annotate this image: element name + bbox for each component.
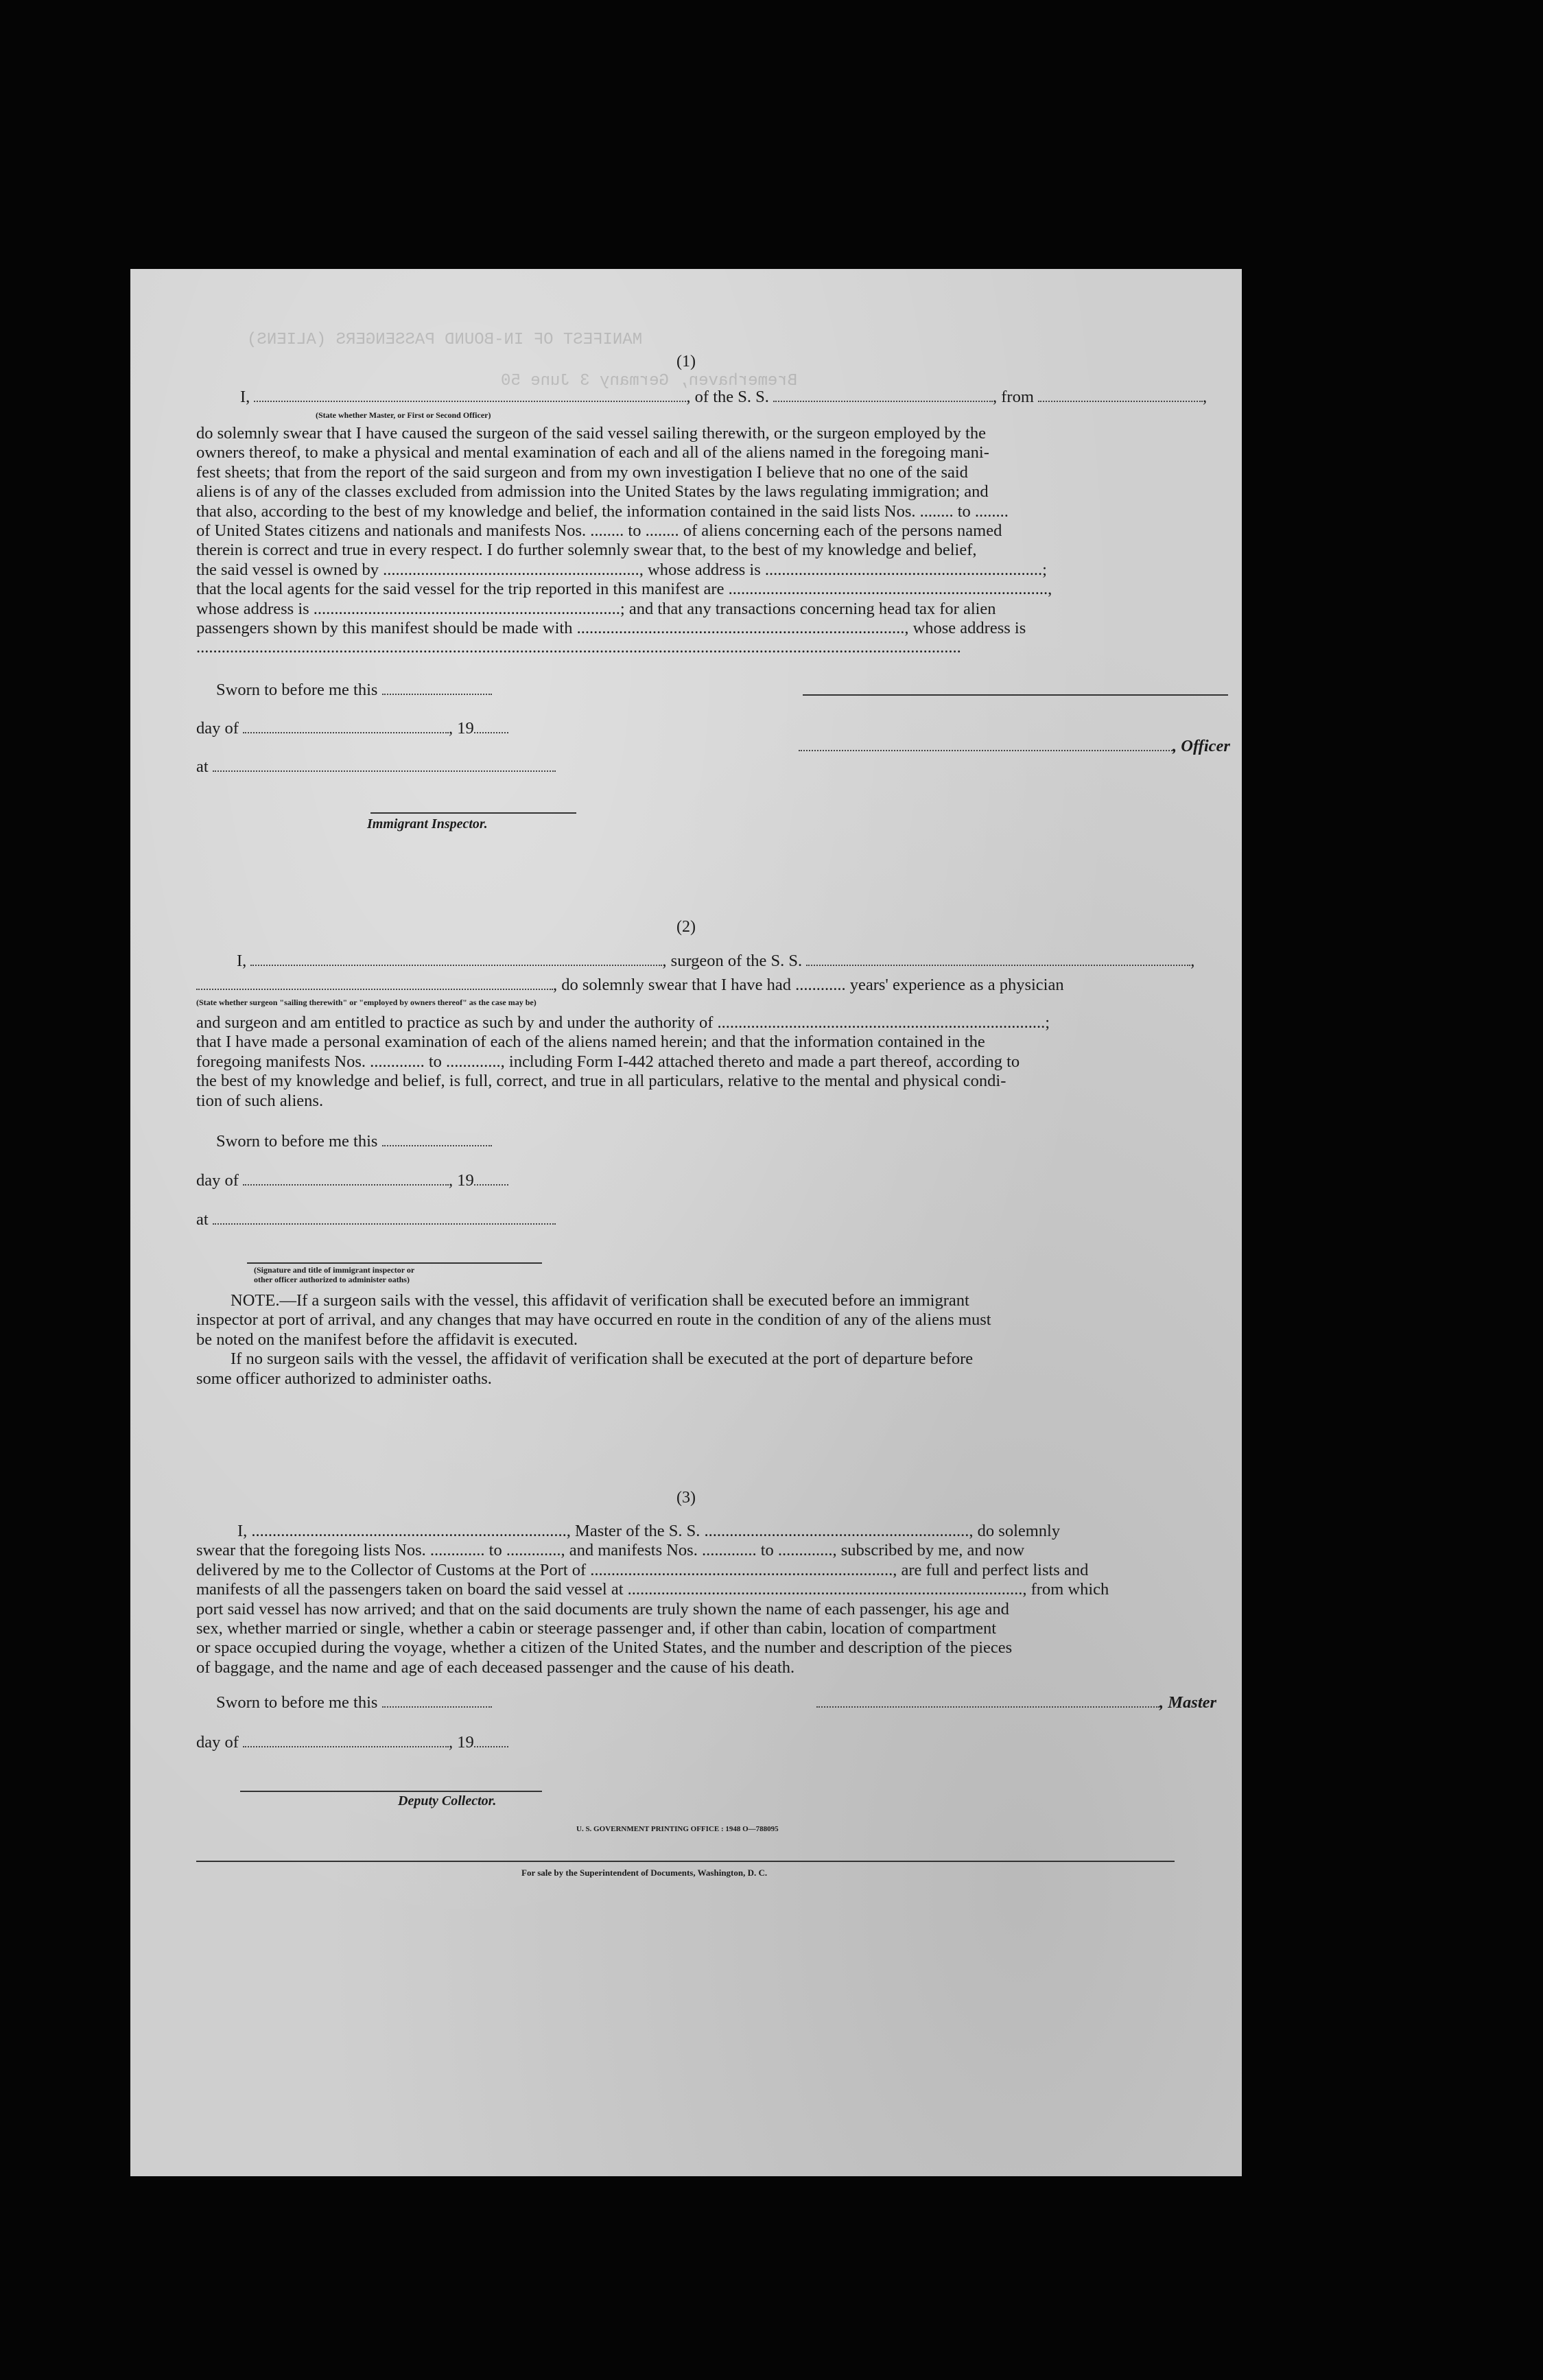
- collector-caption: Deputy Collector.: [398, 1793, 497, 1808]
- section-2-i: I,: [237, 952, 247, 970]
- section-1-i: I,: [240, 388, 250, 406]
- day-of-label: day of: [196, 1171, 239, 1190]
- paragraph-line: the said vessel is owned by ............................................................., whose address is ..................................................................;: [196, 560, 1047, 579]
- day-of-field[interactable]: [243, 1184, 449, 1186]
- paragraph-line: manifests of all the passengers taken on board the said vessel at .............................................................................................., from which: [196, 1580, 1109, 1599]
- officer-name-field[interactable]: [254, 401, 686, 402]
- officer-signature-field[interactable]: [799, 750, 1173, 751]
- section-2-ss-label: , surgeon of the S. S.: [662, 952, 803, 970]
- section-2-day-of: [196, 1171, 508, 1190]
- sworn-day-field[interactable]: [382, 1706, 492, 1708]
- section-1-number: (1): [676, 353, 696, 370]
- sworn-label: Sworn to before me this: [216, 681, 378, 699]
- day-of-label: day of: [196, 719, 239, 738]
- paragraph-line: aliens is of any of the classes excluded from admission into the United States by the laws regulating immigration; and: [196, 482, 989, 502]
- master-caption: , Master: [1159, 1693, 1217, 1712]
- section-2-intro-line: I, , surgeon of the S. S. ,: [237, 952, 1195, 970]
- paragraph-line: do solemnly swear that I have caused the surgeon of the said vessel sailing therewith, or the surgeon employed by the: [196, 424, 986, 443]
- section-1-at: [196, 757, 556, 777]
- paragraph-line: tion of such aliens.: [196, 1091, 324, 1110]
- paragraph-line: fest sheets; that from the report of the said surgeon and from my own investigation I believe that no one of the said: [196, 462, 968, 482]
- surgeon-name-field[interactable]: [250, 965, 662, 966]
- day-of-field[interactable]: [243, 1746, 449, 1747]
- paragraph-line: delivered by me to the Collector of Customs at the Port of ........................................................................, are full and perfect lists and: [196, 1560, 1089, 1579]
- section-2-caption: (State whether surgeon "sailing therewith" or "employed by owners thereof" as the case may be): [196, 998, 537, 1007]
- authorized-officer-signature-line[interactable]: [247, 1262, 542, 1264]
- collector-signature-line[interactable]: [240, 1791, 542, 1792]
- year-label: , 19: [449, 1171, 474, 1190]
- section-2-vessel-field[interactable]: [806, 965, 1190, 966]
- inspector-caption: Immigrant Inspector.: [367, 816, 488, 832]
- from-port-field[interactable]: [1038, 401, 1203, 402]
- year-label: , 19: [449, 1733, 474, 1752]
- at-label: at: [196, 757, 209, 776]
- paragraph-line: of baggage, and the name and age of each deceased passenger and the cause of his death.: [196, 1658, 795, 1677]
- bleed-through-text: Bremerhaven, Germany 3 June 50: [501, 372, 798, 390]
- year-field[interactable]: [474, 1184, 508, 1186]
- section-1-day-of: [196, 719, 508, 738]
- master-signature-field[interactable]: [816, 1706, 1159, 1708]
- section-3-day-of: [196, 1733, 508, 1752]
- year-field[interactable]: [474, 732, 508, 733]
- paragraph-line: ......................................................................................................................................................................................: [196, 638, 961, 657]
- note-line: inspector at port of arrival, and any changes that may have occurred en route in the condition of any of the aliens must: [196, 1310, 991, 1330]
- manifest-back-sheet: [130, 269, 1242, 2176]
- day-of-label: day of: [196, 1733, 239, 1752]
- section-2-paragraph: [196, 1013, 1175, 1111]
- surgeon-status-field[interactable]: [196, 989, 553, 990]
- section-2-at: [196, 1210, 556, 1229]
- paragraph-line: of United States citizens and nationals and manifests Nos. ........ to ........ of aliens concerning each of the persons named: [196, 521, 1002, 541]
- officer-signature: [799, 737, 1230, 756]
- paragraph-line: the best of my knowledge and belief, is full, correct, and true in all particulars, relative to the mental and physical condi-: [196, 1072, 1006, 1091]
- sworn-day-field[interactable]: [382, 694, 492, 695]
- at-label: at: [196, 1210, 209, 1229]
- section-2-sworn: [216, 1132, 492, 1151]
- master-signature: [816, 1693, 1216, 1712]
- day-of-field[interactable]: [243, 732, 449, 733]
- signature-caption-1: (Signature and title of immigrant inspector or: [254, 1265, 415, 1275]
- at-field[interactable]: [213, 1223, 556, 1225]
- footer-rule: [196, 1861, 1175, 1862]
- section-3-sworn: [216, 1693, 492, 1712]
- paragraph-line: that the local agents for the said vessel for the trip reported in this manifest are ............................................................................,: [196, 580, 1052, 599]
- sworn-label: Sworn to before me this: [216, 1132, 378, 1151]
- section-2-number: (2): [676, 918, 696, 936]
- paragraph-line: swear that the foregoing lists Nos. ............. to ............., and manifests Nos. ............. to ............., subscribed by me, and now: [196, 1541, 1025, 1560]
- gpo-imprint: U. S. GOVERNMENT PRINTING OFFICE : 1948 O—788095: [576, 1825, 779, 1833]
- vessel-name-field[interactable]: [773, 401, 993, 402]
- section-1-paragraph: [196, 424, 1175, 658]
- section-2-line-2: [196, 976, 1064, 995]
- paragraph-line: that also, according to the best of my knowledge and belief, the information contained in the said lists Nos. ........ to ........: [196, 502, 1009, 521]
- section-2-note: [196, 1291, 1175, 1389]
- paragraph-line: therein is correct and true in every respect. I do further solemnly swear that, to the best of my knowledge and belief,: [196, 541, 977, 560]
- sale-imprint: For sale by the Superintendent of Documents, Washington, D. C.: [521, 1868, 768, 1878]
- year-label: , 19: [449, 719, 474, 738]
- inspector-signature-line[interactable]: [370, 812, 576, 814]
- paragraph-line: that I have made a personal examination of each of the aliens named herein; and that the information contained in the: [196, 1033, 985, 1052]
- note-line: NOTE.—If a surgeon sails with the vessel, this affidavit of verification shall be executed before an immigrant: [231, 1291, 969, 1310]
- section-1-intro-line: I, , of the S. S. , from ,: [240, 388, 1208, 406]
- officer-top-line[interactable]: [803, 694, 1228, 696]
- paragraph-line: passengers shown by this manifest should be made with .............................................................................., whose address is: [196, 619, 1026, 638]
- sworn-day-field[interactable]: [382, 1145, 492, 1146]
- note-line: be noted on the manifest before the affidavit is executed.: [196, 1330, 578, 1349]
- note-line: If no surgeon sails with the vessel, the affidavit of verification shall be executed at the port of departure before: [231, 1350, 974, 1369]
- paragraph-line: whose address is .........................................................................; and that any transactions concerning head tax for alien: [196, 599, 996, 618]
- section-2-swear-text: , do solemnly swear that I have had ............ years' experience as a physician: [553, 976, 1064, 994]
- section-3-number: (3): [676, 1489, 696, 1507]
- section-1-sworn: [216, 681, 492, 700]
- section-1-from-label: , from: [993, 388, 1034, 406]
- paragraph-line: and surgeon and am entitled to practice as such by and under the authority of ..............................................................................;: [196, 1013, 1050, 1032]
- officer-caption: , Officer: [1173, 737, 1230, 755]
- note-line: some officer authorized to administer oaths.: [196, 1369, 492, 1388]
- bleed-through-header: MANIFEST OF IN-BOUND PASSENGERS (ALIENS): [247, 331, 643, 349]
- signature-caption-2: other officer authorized to administer oaths): [254, 1275, 410, 1284]
- paragraph-line: sex, whether married or single, whether a cabin or steerage passenger and, if other than cabin, location of compartment: [196, 1619, 997, 1638]
- sworn-label: Sworn to before me this: [216, 1693, 378, 1712]
- paragraph-line: foregoing manifests Nos. ............. to ............., including Form I-442 attached thereto and made a part thereof, according to: [196, 1052, 1020, 1071]
- year-field[interactable]: [474, 1746, 508, 1747]
- paragraph-line: owners thereof, to make a physical and mental examination of each and all of the aliens named in the foregoing mani-: [196, 443, 989, 462]
- section-1-ss-label: , of the S. S.: [686, 388, 769, 406]
- paragraph-line: I, ..........................................................................., Master of the S. S. ..............................................................., do solemnly: [237, 1522, 1061, 1540]
- at-field[interactable]: [213, 770, 556, 772]
- paragraph-line: port said vessel has now arrived; and that on the said documents are truly shown the name of each passenger, his age and: [196, 1599, 1009, 1618]
- section-3-paragraph: [196, 1522, 1175, 1677]
- paragraph-line: or space occupied during the voyage, whether a citizen of the United States, and the number and description of the pieces: [196, 1638, 1013, 1658]
- section-1-caption: (State whether Master, or First or Second Officer): [316, 410, 491, 420]
